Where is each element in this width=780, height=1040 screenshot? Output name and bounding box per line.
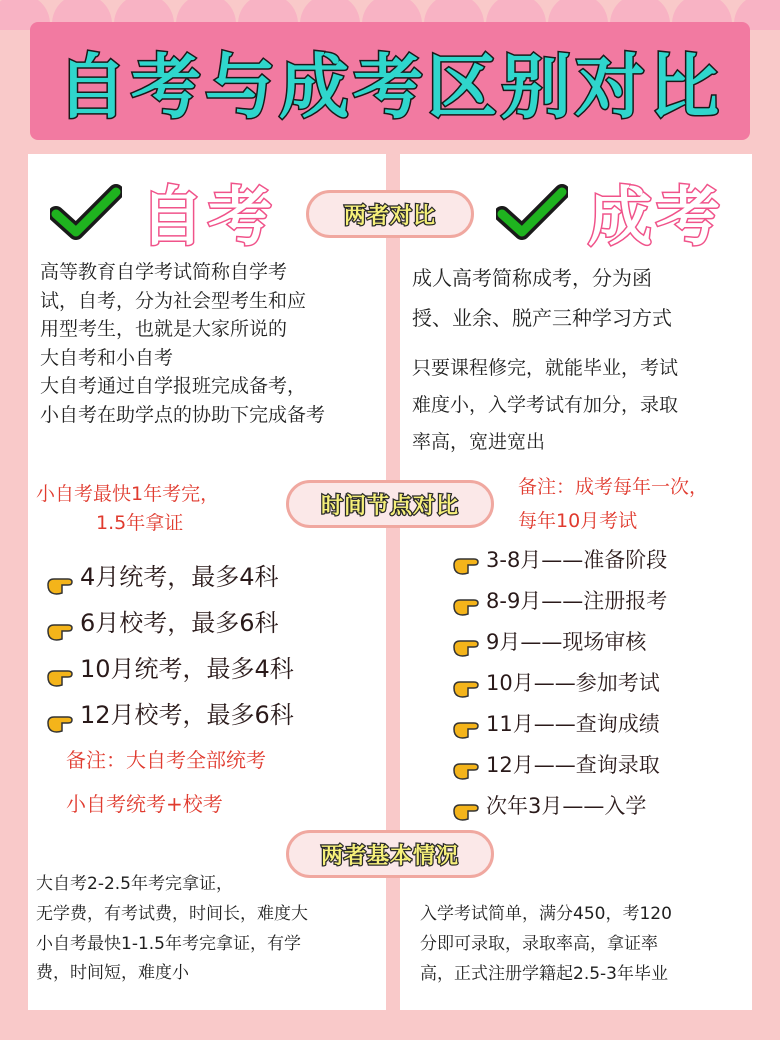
list-item — [452, 663, 667, 704]
page-title: 自考与成考区别对比 — [57, 45, 723, 128]
list-item — [46, 692, 294, 738]
zikao-exam-list — [46, 554, 294, 738]
list-item — [452, 581, 667, 622]
zikao-heading: 自考 — [140, 181, 276, 255]
zikao-intro — [40, 258, 384, 429]
intro-line: 率高，宽进宽出 — [412, 431, 546, 453]
exam-text: 4月统考，最多4科 — [80, 563, 279, 591]
pointing-hand-icon — [452, 591, 480, 613]
pill-compare — [306, 190, 474, 238]
pointing-hand-icon — [46, 566, 74, 588]
basic-line: 高，正式注册学籍起2.5-3年毕业 — [420, 963, 668, 984]
pointing-hand-icon — [452, 550, 480, 572]
check-icon — [50, 184, 122, 240]
step-text: 12月——查询录取 — [486, 753, 660, 777]
list-item — [452, 622, 667, 663]
chengkao-step-list — [452, 540, 667, 827]
exam-text: 12月校考，最多6科 — [80, 701, 294, 729]
intro-line: 高等教育自学考试简称自学考 — [40, 261, 288, 283]
chengkao-note — [518, 470, 750, 538]
exam-text: 10月统考，最多4科 — [80, 655, 294, 683]
list-item — [46, 554, 294, 600]
exam-text: 6月校考，最多6科 — [80, 609, 279, 637]
remark-line: 备注：大自考全部统考 — [66, 748, 266, 772]
step-text: 次年3月——入学 — [486, 794, 647, 818]
intro-line: 授、业余、脱产三种学习方式 — [412, 306, 672, 330]
basic-line: 费，时间短，难度小 — [36, 963, 189, 984]
basic-line: 分即可录取，录取率高，拿证率 — [420, 933, 658, 954]
chengkao-basic — [420, 900, 750, 989]
chengkao-heading: 成考 — [588, 181, 724, 255]
chengkao-intro — [412, 258, 748, 338]
list-item — [452, 786, 667, 827]
list-item — [46, 646, 294, 692]
right-panel-chengkao — [400, 154, 752, 1010]
pill-label: 两者基本情况 — [320, 843, 459, 869]
pill-label: 两者对比 — [343, 203, 436, 229]
step-text: 11月——查询成绩 — [486, 712, 660, 736]
check-icon — [496, 184, 568, 240]
list-item — [452, 704, 667, 745]
intro-line: 大自考和小自考 — [40, 346, 174, 369]
step-text: 3-8月——准备阶段 — [486, 548, 668, 572]
zikao-basic — [36, 870, 386, 989]
step-text: 8-9月——注册报考 — [486, 589, 668, 613]
intro-line: 试，自考，分为社会型考生和应 — [40, 289, 307, 312]
step-text: 10月——参加考试 — [486, 671, 660, 695]
left-panel-zikao — [28, 154, 386, 1010]
basic-line: 小自考最快1-1.5年考完拿证，有学 — [36, 933, 301, 954]
pointing-hand-icon — [452, 714, 480, 736]
pointing-hand-icon — [452, 796, 480, 818]
pointing-hand-icon — [46, 704, 74, 726]
zikao-remark — [66, 738, 386, 826]
basic-line: 大自考2-2.5年考完拿证， — [36, 874, 233, 894]
list-item — [452, 745, 667, 786]
pointing-hand-icon — [46, 612, 74, 634]
intro-line: 难度小，入学考试有加分，录取 — [412, 394, 679, 416]
intro-line: 小自考在助学点的协助下完成备考 — [40, 403, 326, 426]
list-item — [46, 600, 294, 646]
note-line: 1.5年拿证 — [96, 511, 184, 534]
pill-basic — [286, 830, 494, 878]
chengkao-intro-2 — [412, 350, 748, 461]
note-line: 每年10月考试 — [518, 510, 638, 532]
pill-label: 时间节点对比 — [320, 493, 459, 519]
note-line: 备注：成考每年一次， — [518, 476, 709, 498]
basic-line: 入学考试简单，满分450，考120 — [420, 904, 672, 924]
intro-line: 成人高考简称成考，分为函 — [412, 266, 652, 290]
pill-timeline — [286, 480, 494, 528]
pointing-hand-icon — [452, 673, 480, 695]
pointing-hand-icon — [452, 755, 480, 777]
basic-line: 无学费，有考试费，时间长，难度大 — [36, 903, 308, 924]
step-text: 9月——现场审核 — [486, 630, 647, 654]
intro-line: 大自考通过自学报班完成备考， — [40, 375, 307, 397]
remark-line: 小自考统考+校考 — [66, 792, 223, 816]
zikao-note — [36, 480, 286, 537]
pointing-hand-icon — [46, 658, 74, 680]
pointing-hand-icon — [452, 632, 480, 654]
intro-line: 只要课程修完，就能毕业，考试 — [412, 357, 679, 379]
list-item — [452, 540, 667, 581]
title-banner — [30, 22, 750, 140]
intro-line: 用型考生，也就是大家所说的 — [40, 318, 288, 340]
note-line: 小自考最快1年考完， — [36, 483, 220, 505]
